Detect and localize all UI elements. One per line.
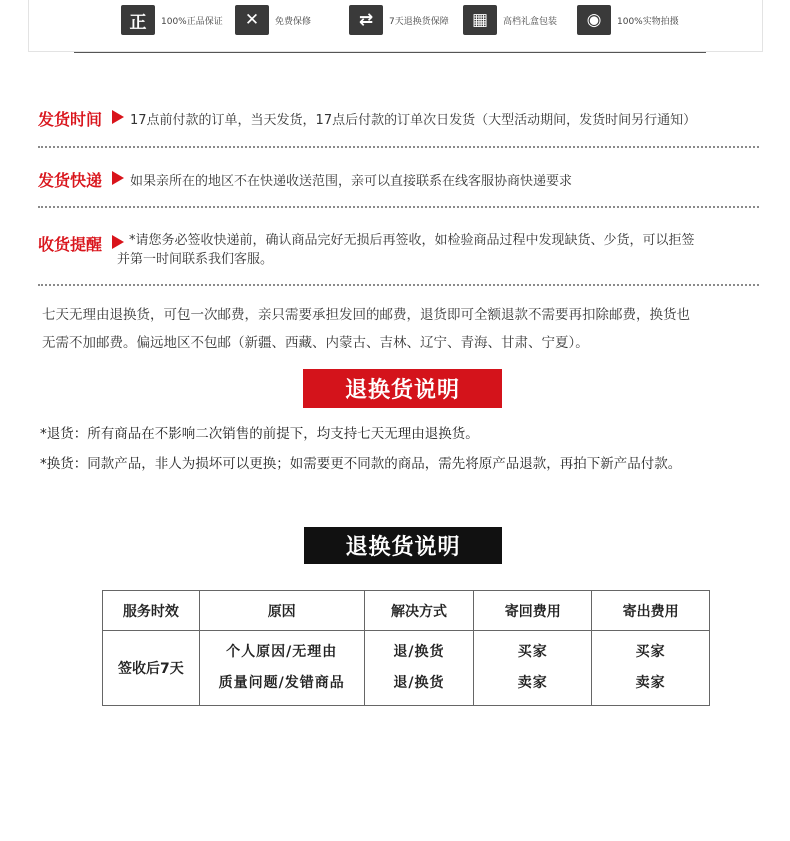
shipping-time-text: 17点前付款的订单，当天发货，17点后付款的订单次日发货（大型活动期间，发货时间另行通知） bbox=[130, 113, 697, 128]
table-header-cell: 服务时效 bbox=[103, 591, 200, 631]
table-header-row bbox=[103, 591, 710, 631]
return-rule: *退货：所有商品在不影响二次销售的前提下，均支持七天无理由退换货。 bbox=[40, 426, 479, 442]
return-cost-item: 卖家 bbox=[517, 675, 548, 691]
tools-icon: ✕ bbox=[235, 5, 269, 35]
divider bbox=[74, 52, 706, 53]
service-badges-bar bbox=[28, 0, 763, 52]
badge-photo bbox=[577, 5, 679, 35]
policy-paragraph bbox=[42, 301, 764, 357]
send-cost-cell bbox=[592, 631, 710, 706]
exchange-rule: *换货：同款产品，非人为损坏可以更换；如需要更不同款的商品，需先将原产品退款，再拍下新产品付款。 bbox=[40, 456, 682, 472]
arrow-right-icon bbox=[112, 235, 124, 249]
return-service-table bbox=[102, 590, 710, 706]
badge-label: 免费保修 bbox=[275, 16, 312, 27]
service-period-cell: 签收后7天 bbox=[103, 631, 200, 706]
badge-giftbox bbox=[463, 5, 557, 35]
table-row bbox=[103, 631, 710, 706]
return-policy-banner-red: 退换货说明 bbox=[303, 369, 502, 408]
badge-label: 7天退换货保障 bbox=[389, 16, 449, 27]
receipt-text bbox=[117, 231, 769, 269]
table-header-cell: 原因 bbox=[199, 591, 364, 631]
reason-item: 质量问题/发错商品 bbox=[218, 675, 345, 691]
shipping-time-label: 发货时间 bbox=[38, 110, 103, 129]
exchange-icon: ⇄ bbox=[349, 5, 383, 35]
arrow-right-icon bbox=[112, 110, 124, 124]
return-cost-cell bbox=[474, 631, 592, 706]
arrow-right-icon bbox=[112, 171, 124, 185]
reason-item: 个人原因/无理由 bbox=[226, 644, 338, 660]
badge-genuine bbox=[121, 5, 223, 35]
genuine-icon: 正 bbox=[121, 5, 155, 35]
express-text: 如果亲所在的地区不在快递收送范围，亲可以直接联系在线客服协商快递要求 bbox=[130, 174, 573, 189]
badge-warranty bbox=[235, 5, 311, 35]
policy-line-2: 无需不加邮费。偏远地区不包邮（新疆、西藏、内蒙古、吉林、辽宁、青海、甘肃、宁夏）。 bbox=[42, 335, 589, 351]
receipt-line-2: 并第一时间联系我们客服。 bbox=[117, 252, 274, 267]
badge-label: 100%实物拍摄 bbox=[617, 16, 679, 27]
table-header-cell: 寄出费用 bbox=[592, 591, 710, 631]
dotted-divider bbox=[38, 146, 759, 148]
reason-cell bbox=[199, 631, 364, 706]
table-header-cell: 解决方式 bbox=[364, 591, 474, 631]
receipt-line-1: *请您务必签收快递前，确认商品完好无损后再签收，如检验商品过程中发现缺货、少货，可以拒签 bbox=[129, 233, 695, 248]
express-label: 发货快递 bbox=[38, 171, 103, 190]
solution-item: 退/换货 bbox=[393, 675, 445, 691]
policy-line-1: 七天无理由退换货，可包一次邮费，亲只需要承担发回的邮费，退货即可全额退款不需要再扣除邮费，换货也 bbox=[42, 307, 690, 323]
receipt-label: 收货提醒 bbox=[38, 235, 103, 254]
camera-icon: ◉ bbox=[577, 5, 611, 35]
gift-box-icon: ▦ bbox=[463, 5, 497, 35]
return-policy-banner-black: 退换货说明 bbox=[304, 527, 502, 564]
send-cost-item: 卖家 bbox=[635, 675, 666, 691]
send-cost-item: 买家 bbox=[635, 644, 666, 660]
solution-item: 退/换货 bbox=[393, 644, 445, 660]
badge-label: 100%正品保证 bbox=[161, 16, 223, 27]
dotted-divider bbox=[38, 206, 759, 208]
badge-return bbox=[349, 5, 449, 35]
dotted-divider bbox=[38, 284, 759, 286]
solution-cell bbox=[364, 631, 474, 706]
badge-label: 高档礼盒包装 bbox=[503, 16, 558, 27]
return-cost-item: 买家 bbox=[517, 644, 548, 660]
table-header-cell: 寄回费用 bbox=[474, 591, 592, 631]
